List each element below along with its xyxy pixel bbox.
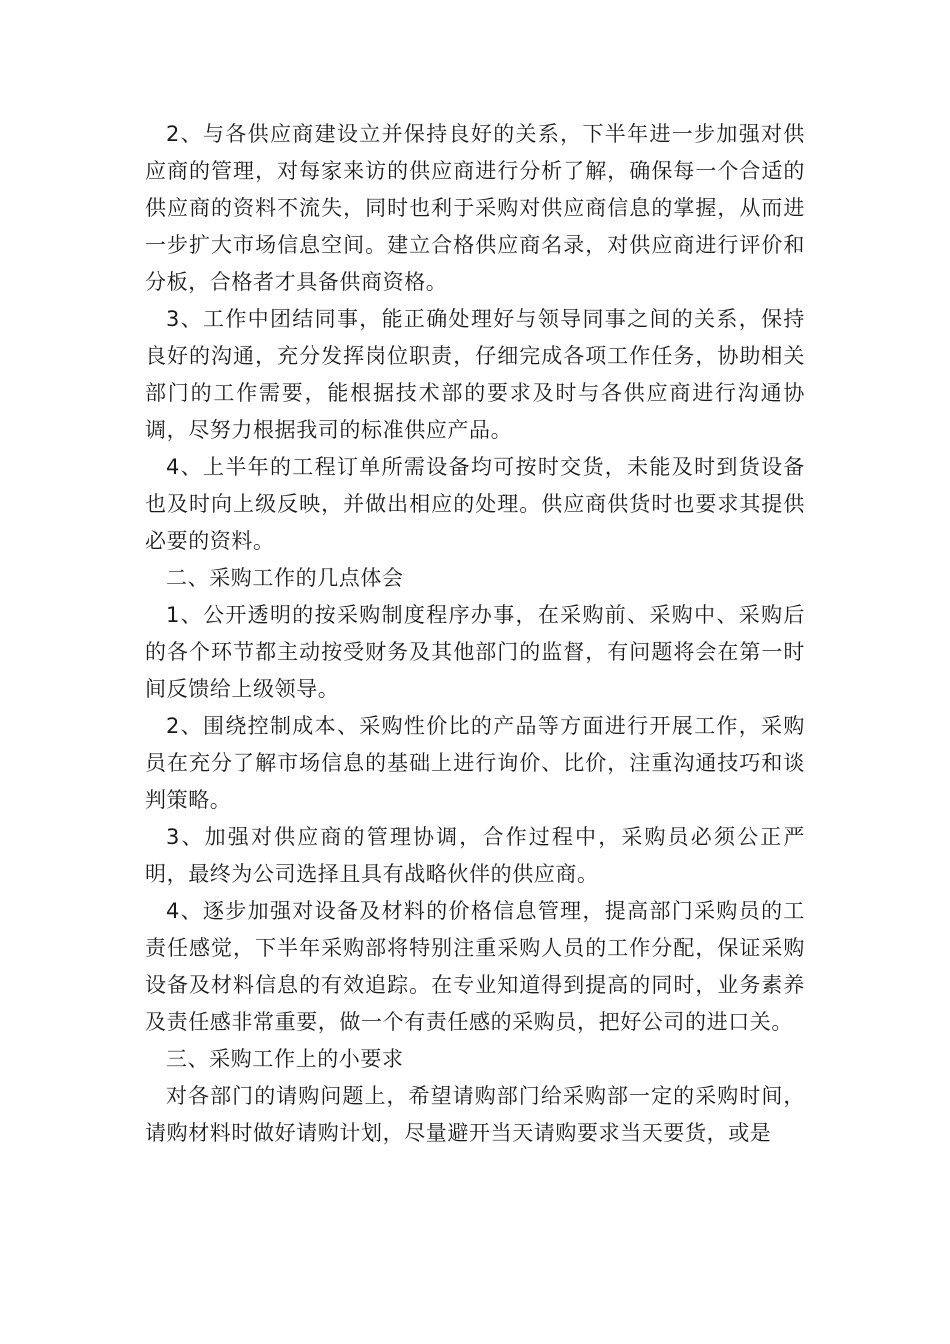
document-body [145,116,805,1152]
section-heading-requests: 三、采购工作上的小要求 [166,1047,404,1071]
section-heading-experience: 二、采购工作的几点体会 [166,566,404,590]
paragraph-teamwork: 3、工作中团结同事，能正确处理好与领导同事之间的关系，保持良好的沟通，充分发挥岗位职责，仔细完成各项工作任务，协助相关部门的工作需要，能根据技术部的要求及时与各供应商进行沟通协调，尽努力根据我司的标准供应产品。 [145,307,805,442]
paragraph-cost-control: 2、围绕控制成本、采购性价比的产品等方面进行开展工作，采购员在充分了解市场信息的基础上进行询价、比价，注重沟通技巧和谈判策略。 [145,714,805,812]
paragraph-price-info: 4、逐步加强对设备及材料的价格信息管理，提高部门采购员的工责任感觉，下半年采购部将特别注重采购人员的工作分配，保证采购设备及材料信息的有效追踪。在专业知道得到提高的同时，业务素养及责任感非常重要，做一个有责任感的采购员，把好公司的进口关。 [145,899,805,1034]
paragraph-purchase-requests: 对各部门的请购问题上，希望请购部门给采购部一定的采购时间，请购材料时做好请购计划，尽量避开当天请购要求当天要货，或是 [145,1084,805,1145]
paragraph-delivery: 4、上半年的工程订单所需设备均可按时交货，未能及时到货设备也及时向上级反映，并做出相应的处理。供应商供货时也要求其提供必要的资料。 [145,455,805,553]
paragraph-supplier-coordination: 3、加强对供应商的管理协调，合作过程中，采购员必须公正严明，最终为公司选择且具有战略伙伴的供应商。 [145,825,805,886]
paragraph-supplier-relations: 2、与各供应商建设立并保持良好的关系，下半年进一步加强对供应商的管理，对每家来访的供应商进行分析了解，确保每一个合适的供应商的资料不流失，同时也利于采购对供应商信息的掌握，从而进一步扩大市场信息空间。建立合格供应商名录，对供应商进行评价和分板，合格者才具备供商资格。 [145,122,805,294]
paragraph-transparency: 1、公开透明的按采购制度程序办事，在采购前、采购中、采购后的各个环节都主动按受财务及其他部门的监督，有问题将会在第一时间反馈给上级领导。 [145,603,805,701]
